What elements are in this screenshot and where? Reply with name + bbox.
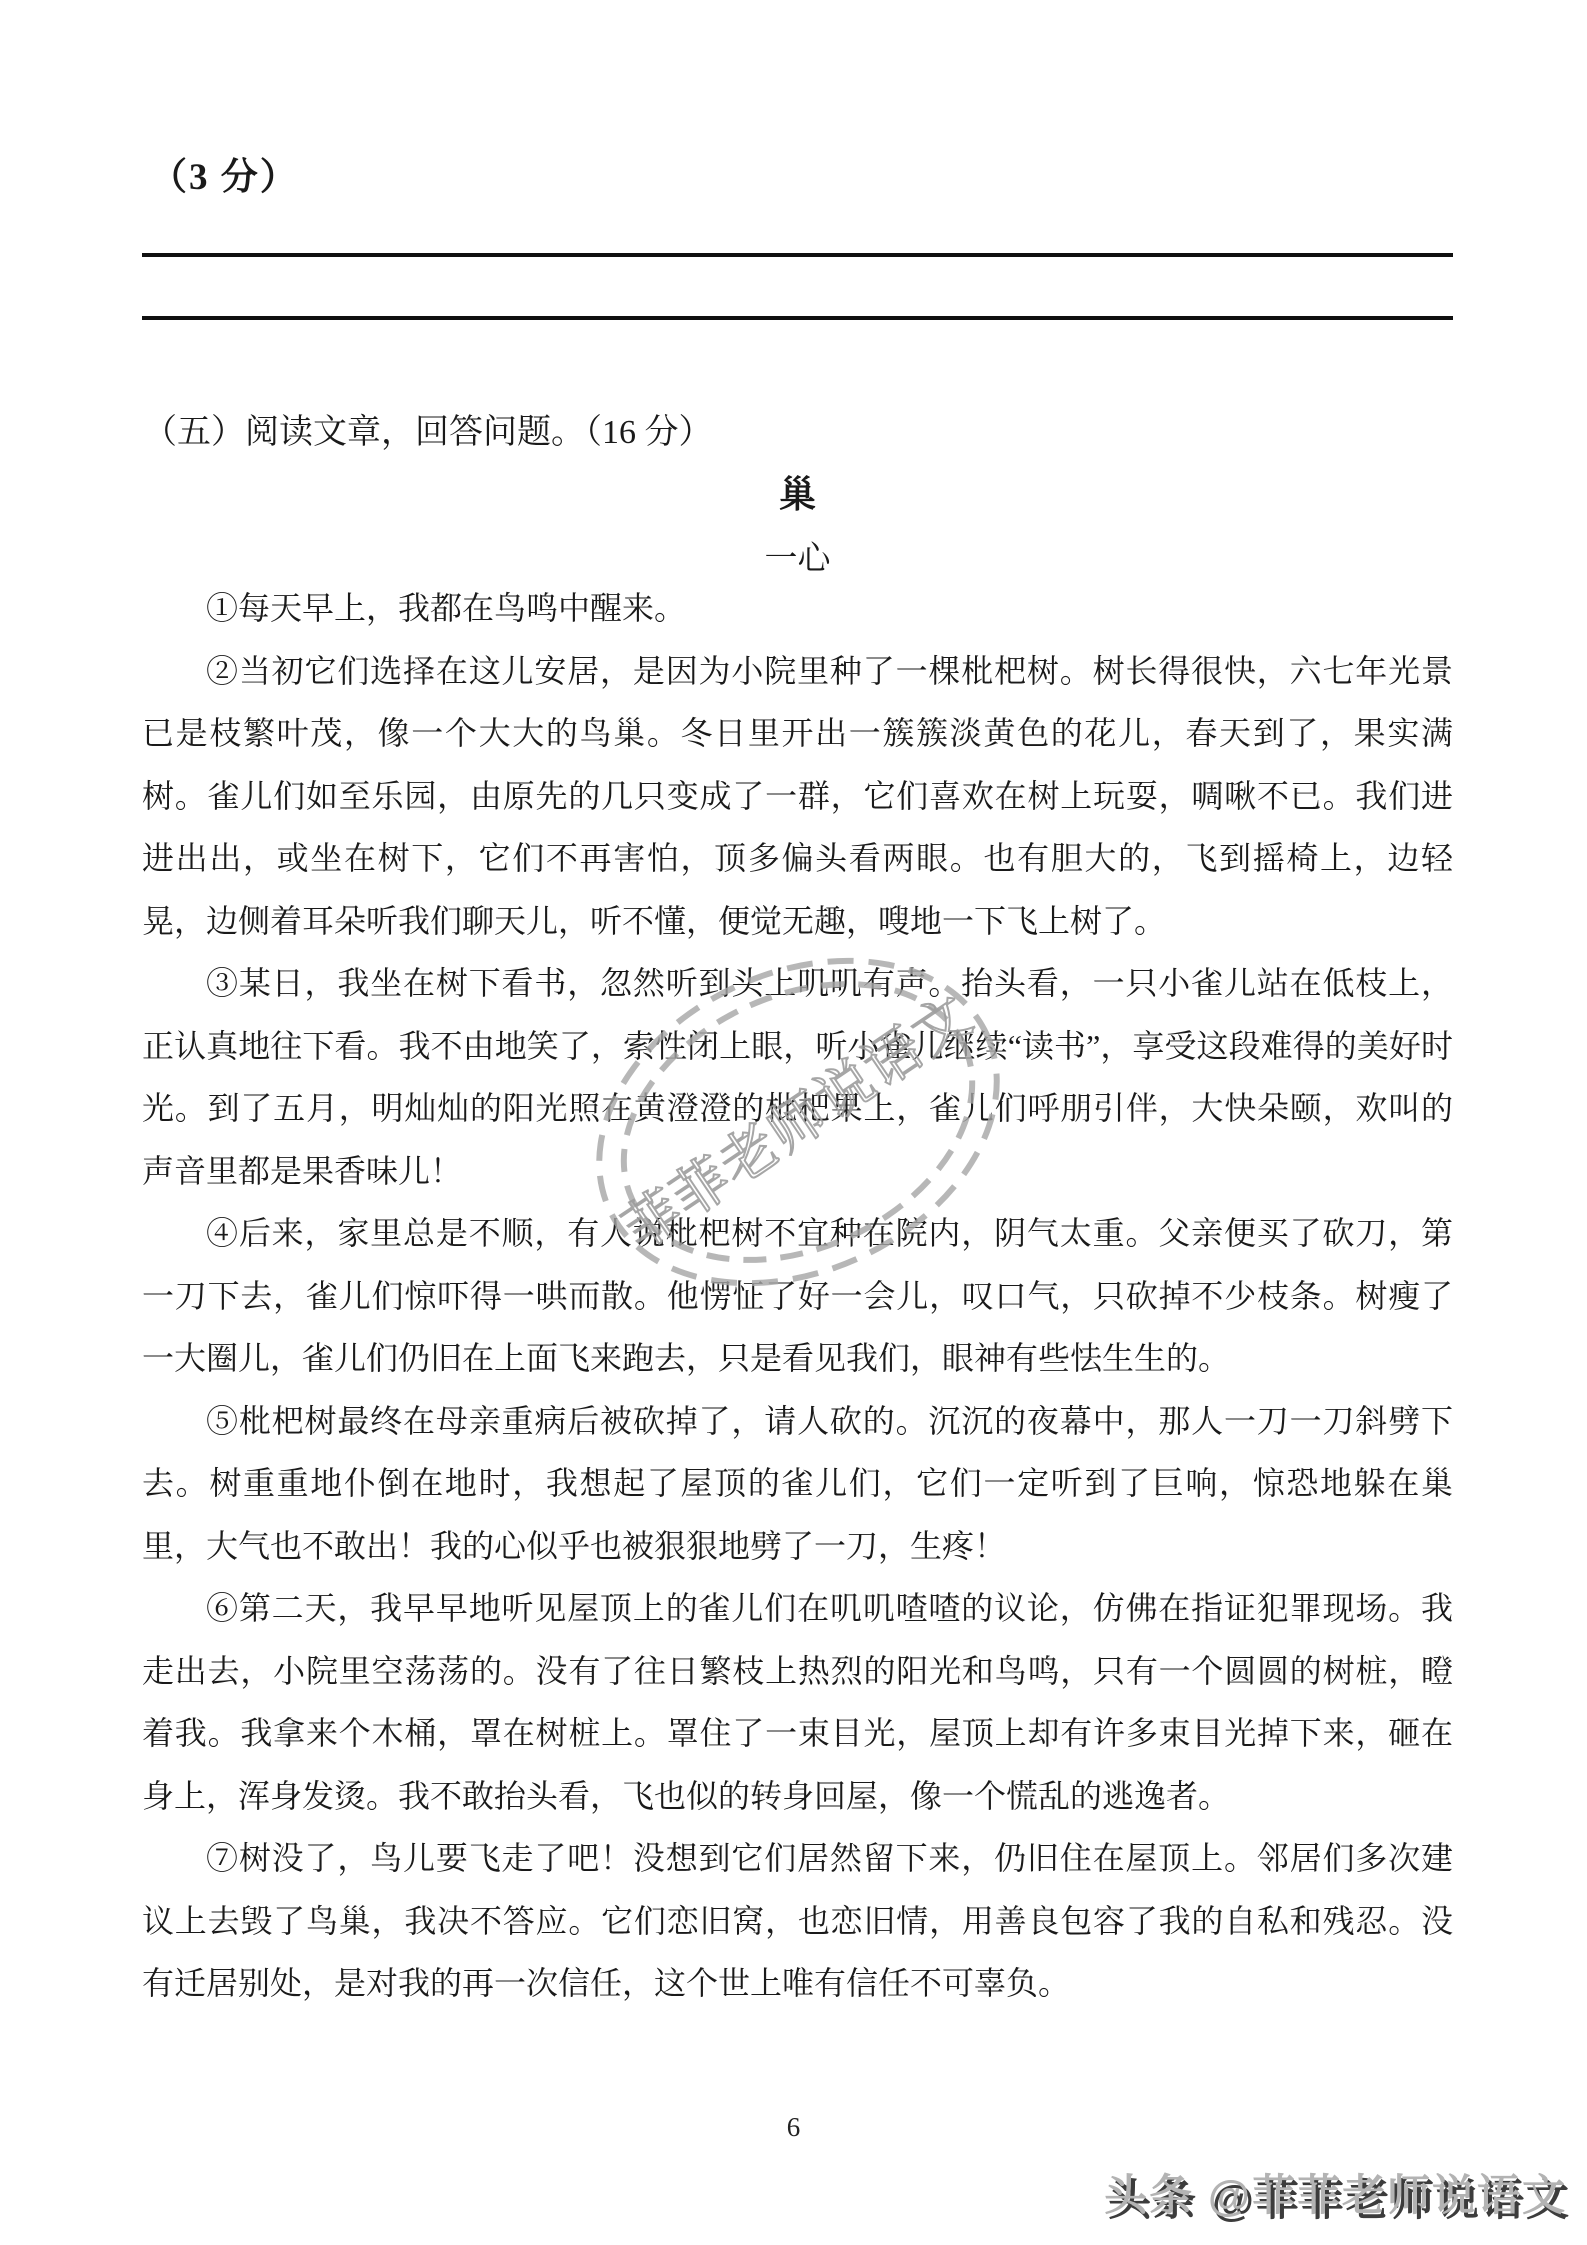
score-note: （3 分） — [150, 157, 299, 198]
paragraph-7: ⑦树没了，鸟儿要飞走了吧！没想到它们居然留下来，仍旧住在屋顶上。邻居们多次建议上去毁了鸟巢，我决不答应。它们恋旧窝，也恋旧情，用善良包容了我的自私和残忍。没有迁居别处，是对我的再一次信任，这个世上唯有信任不可辜负。 — [142, 1840, 1453, 2001]
section-header: （五）阅读文章，回答问题。（16 分） — [143, 414, 713, 451]
paragraph-5: ⑤枇杷树最终在母亲重病后被砍掉了，请人砍的。沉沉的夜幕中，那人一刀一刀斜劈下去。树重重地仆倒在地时，我想起了屋顶的雀儿们，它们一定听到了巨响，惊恐地躲在巢里，大气也不敢出！我的心似乎也被狠狠地劈了一刀，生疼！ — [142, 1402, 1453, 1564]
paragraph-6: ⑥第二天，我早早地听见屋顶上的雀儿们在叽叽喳喳的议论，仿佛在指证犯罪现场。我走出去，小院里空荡荡的。没有了往日繁枝上热烈的阳光和鸟鸣，只有一个圆圆的树桩，瞪着我。我拿来个木桶，罩在树桩上。罩住了一束目光，屋顶上却有许多束目光掉下来，砸在身上，浑身发烫。我不敢抬头看，飞也似的转身回屋，像一个慌乱的逃逸者。 — [142, 1590, 1453, 1814]
article-author: 一心 — [764, 541, 831, 577]
paragraph-1: ①每天早上，我都在鸟鸣中醒来。 — [206, 590, 687, 626]
paragraph-4: ④后来，家里总是不顺，有人说枇杷树不宜种在院内，阴气太重。父亲便买了砍刀，第一刀下去，雀儿们惊吓得一哄而散。他愣怔了好一会儿，叹口气，只砍掉不少枝条。树瘦了一大圈儿，雀儿们仍旧在上面飞来跑去，只是看见我们，眼神有些怯生生的。 — [142, 1215, 1453, 1376]
article-title: 巢 — [779, 475, 816, 516]
answer-blank-line — [142, 253, 1453, 257]
paragraph-3: ③某日，我坐在树下看书，忽然听到头上叽叽有声。抬头看，一只小雀儿站在低枝上，正认真地往下看。我不由地笑了，索性闭上眼，听小雀儿继续“读书”，享受这段难得的美好时光。到了五月，明灿灿的阳光照在黄澄澄的枇杷果上，雀儿们呼朋引伴，大快朵颐，欢叫的声音里都是果香味儿！ — [142, 965, 1453, 1189]
answer-blank-line — [142, 316, 1453, 320]
bottom-right-watermark: 头条 @菲菲老师说语文 — [1104, 2172, 1567, 2220]
page-number: 6 — [786, 2112, 801, 2142]
article-body — [142, 577, 1453, 2015]
paragraph-2: ②当初它们选择在这儿安居，是因为小院里种了一棵枇杷树。树长得很快，六七年光景已是枝繁叶茂，像一个大大的鸟巢。冬日里开出一簇簇淡黄色的花儿，春天到了，果实满树。雀儿们如至乐园，由原先的几只变成了一群，它们喜欢在树上玩耍，啁啾不已。我们进进出出，或坐在树下，它们不再害怕，顶多偏头看两眼。也有胆大的，飞到摇椅上，边轻晃，边侧着耳朵听我们聊天儿，听不懂，便觉无趣，嗖地一下飞上树了。 — [142, 652, 1453, 939]
watermark-stamp-text: 菲菲老师说语文 — [612, 983, 985, 1263]
